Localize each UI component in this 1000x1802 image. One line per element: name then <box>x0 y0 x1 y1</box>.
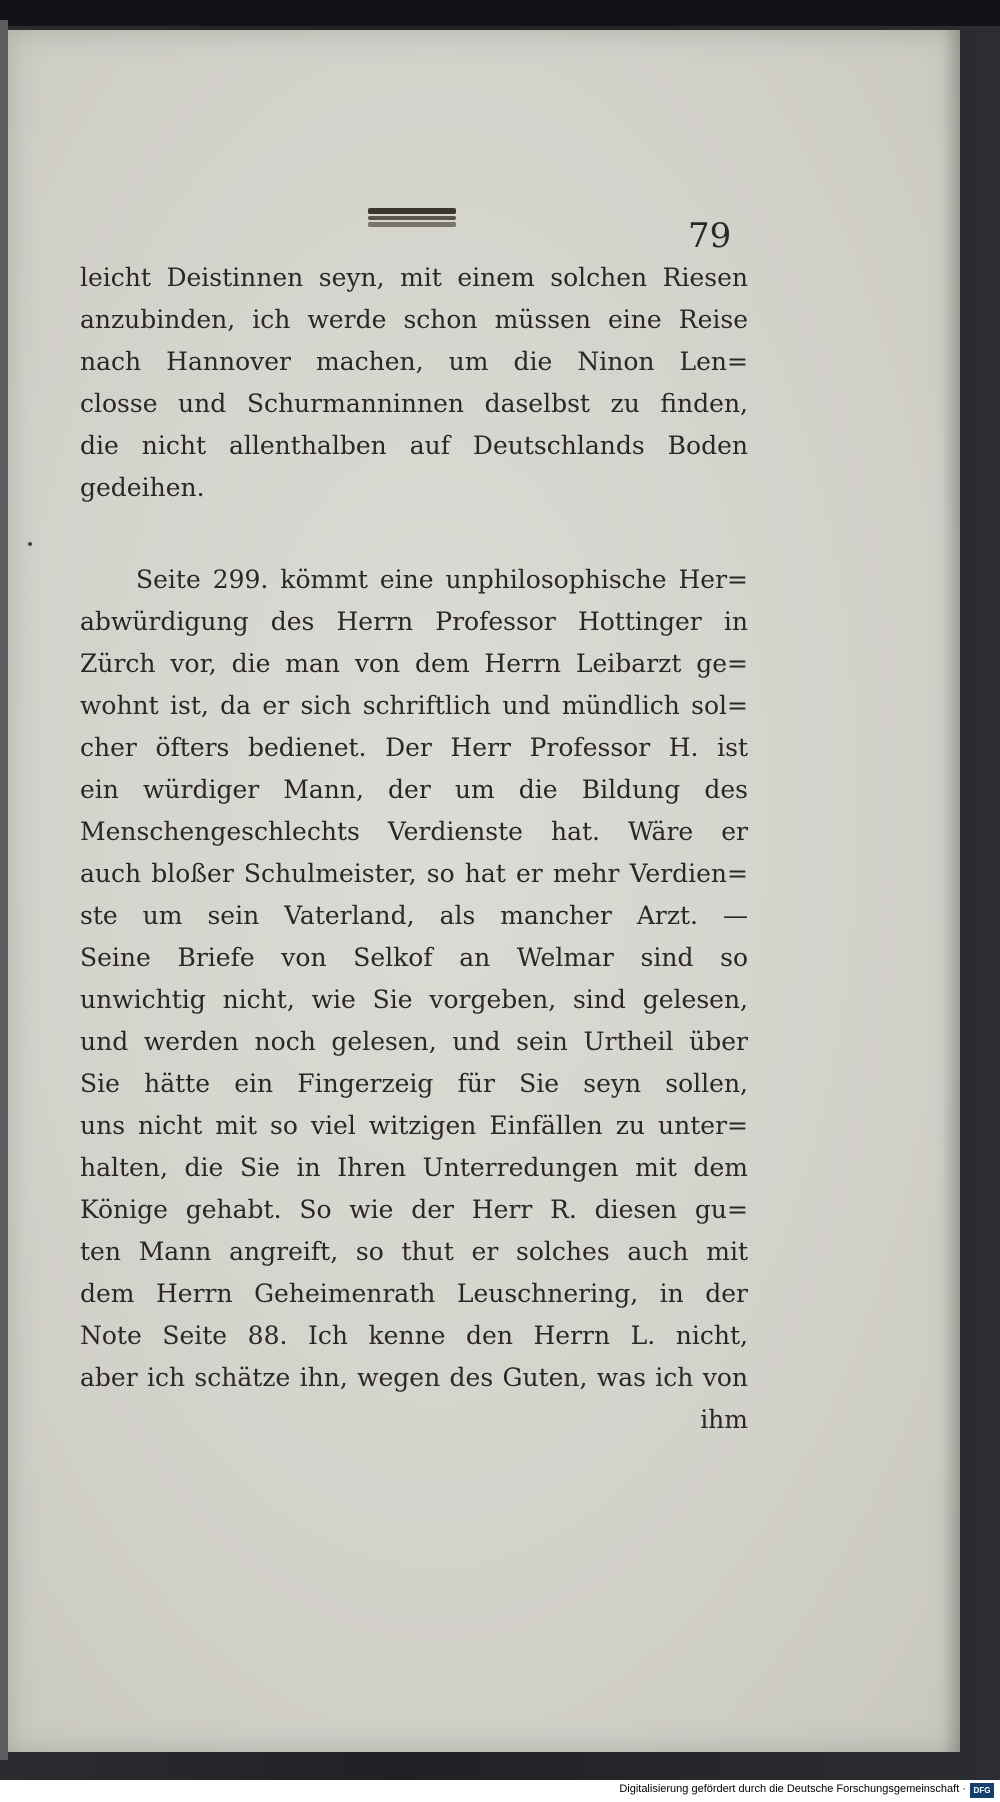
text-line: Sie hätte ein Fingerzeig für Sie seyn sollen, <box>80 1069 748 1098</box>
text-line: Könige gehabt. So wie der Herr R. diesen gu= <box>80 1195 748 1224</box>
text-line: unwichtig nicht, wie Sie vorgeben, sind gelesen, <box>80 985 748 1014</box>
text-line: nach Hannover machen, um die Ninon Len= <box>80 347 748 376</box>
text-line: cher öfters bedienet. Der Herr Professor H. ist <box>80 733 748 762</box>
page-edge-shadow <box>942 30 960 1752</box>
text-line: ein würdiger Mann, der um die Bildung des <box>80 775 748 804</box>
text-line: anzubinden, ich werde schon müssen eine Reise <box>80 305 748 334</box>
text-line: Seine Briefe von Selkof an Welmar sind so <box>80 943 748 972</box>
text-line: wohnt ist, da er sich schriftlich und mündlich sol= <box>80 691 748 720</box>
text-line: leicht Deistinnen seyn, mit einem solchen Riesen <box>80 263 748 292</box>
frame-left-edge <box>0 20 8 1760</box>
text-line: ste um sein Vaterland, als mancher Arzt. — <box>80 901 748 930</box>
text-line: die nicht allenthalben auf Deutschlands Boden <box>80 431 748 460</box>
book-page <box>8 30 960 1752</box>
text-line: dem Herrn Geheimenrath Leuschnering, in der <box>80 1279 748 1308</box>
footer-bar <box>0 1780 1000 1802</box>
text-line: ten Mann angreift, so thut er solches auch mit <box>80 1237 748 1266</box>
text-line: Note Seite 88. Ich kenne den Herrn L. nicht, <box>80 1321 748 1350</box>
paragraph-first-line: Seite 299. kömmt eine unphilosophische Her= <box>136 565 748 594</box>
text-line: closse und Schurmanninnen daselbst zu finden, <box>80 389 748 418</box>
dfg-logo[interactable]: DFG <box>970 1783 994 1798</box>
text-line: Menschengeschlechts Verdienste hat. Wäre er <box>80 817 748 846</box>
text-line: und werden noch gelesen, und sein Urtheil über <box>80 1027 748 1056</box>
text-line: aber ich schätze ihn, wegen des Guten, was ich von <box>80 1363 748 1392</box>
funding-credit: Digitalisierung gefördert durch die Deutsche Forschungsgemeinschaft · <box>619 1783 966 1795</box>
text-line: gedeihen. <box>80 473 205 502</box>
text-line: auch bloßer Schulmeister, so hat er mehr Verdien= <box>80 859 748 888</box>
page-number: 79 <box>688 216 732 256</box>
catchword: ihm <box>700 1405 748 1434</box>
text-line: abwürdigung des Herrn Professor Hottinger in <box>80 607 748 636</box>
text-line: Zürch vor, die man von dem Herrn Leibarzt ge= <box>80 649 748 678</box>
paper-speck <box>28 542 32 546</box>
frame-top-band <box>0 0 1000 26</box>
text-line: uns nicht mit so viel witzigen Einfällen zu unter= <box>80 1111 748 1140</box>
header-ornament <box>368 208 456 228</box>
text-line: halten, die Sie in Ihren Unterredungen mit dem <box>80 1153 748 1182</box>
